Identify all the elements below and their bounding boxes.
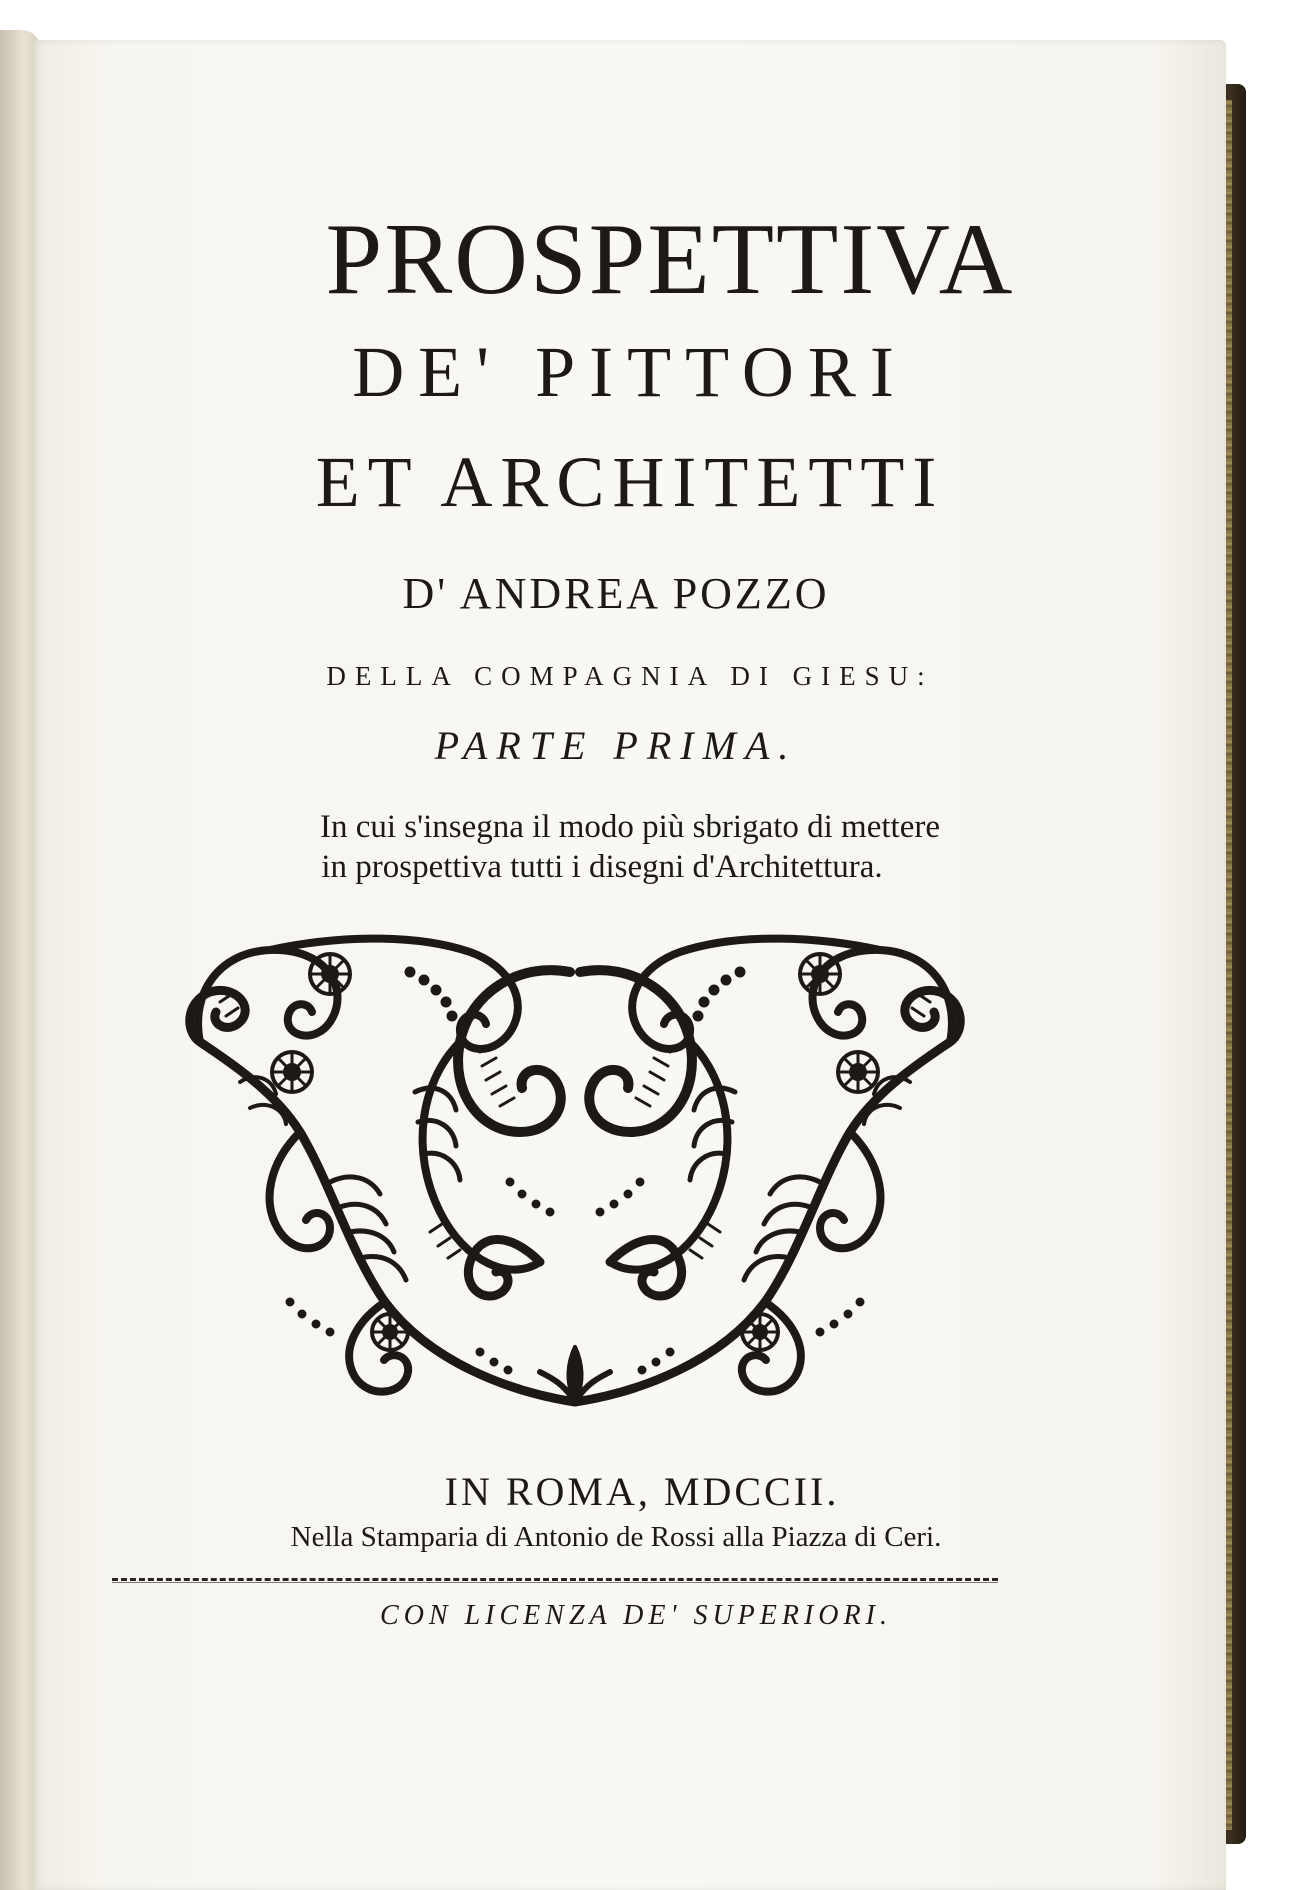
part-heading: PARTE PRIMA. — [434, 723, 798, 768]
main-title-line-1: PROSPETTIVA — [325, 203, 1015, 316]
order-line: DELLA COMPAGNIA DI GIESU: — [326, 661, 934, 691]
dashed-rule — [112, 1578, 998, 1581]
rule-underline — [112, 1582, 998, 1583]
imprint-place-date: IN ROMA, MDCCII. — [444, 1469, 840, 1514]
ornament-svg — [180, 932, 970, 1408]
description-line-1: In cui s'insegna il modo più sbrigato di mettere — [320, 809, 940, 845]
main-title-line-2: DE' PITTORI — [352, 332, 908, 412]
woodcut-ornament-icon — [180, 932, 970, 1408]
imprint-printer: Nella Stamparia di Antonio de Rossi alla Piazza di Ceri. — [290, 1521, 942, 1553]
description-line-2: in prospettiva tutti i disegni d'Architettura. — [321, 849, 883, 885]
author-line: D' ANDREA POZZO — [402, 569, 830, 618]
main-title-line-3: ET ARCHITETTI — [315, 442, 945, 522]
license-line: CON LICENZA DE' SUPERIORI. — [380, 1600, 892, 1631]
